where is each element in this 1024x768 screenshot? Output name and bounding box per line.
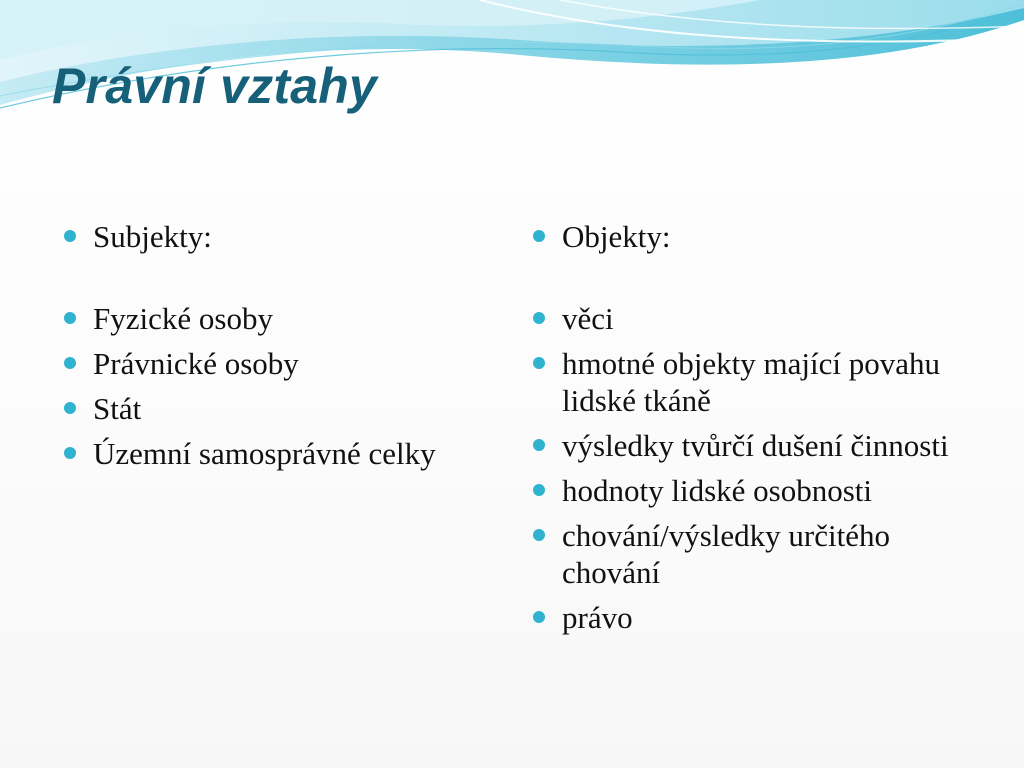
bullet-icon <box>64 230 76 242</box>
objects-heading <box>533 218 983 255</box>
list-item <box>533 345 983 419</box>
bullet-icon <box>533 312 545 324</box>
list-item <box>64 390 504 427</box>
list-item-text: právo <box>562 600 633 635</box>
bullet-icon <box>533 484 545 496</box>
bullet-icon <box>533 439 545 451</box>
bullet-icon <box>533 357 545 369</box>
list-item-text: Stát <box>93 391 142 426</box>
bullet-icon <box>64 312 76 324</box>
subjects-heading <box>64 218 504 255</box>
list-item <box>533 599 983 636</box>
list-item <box>64 345 504 382</box>
bullet-icon <box>64 402 76 414</box>
slide-title: Právní vztahy <box>52 58 377 114</box>
list-item <box>533 427 983 464</box>
list-item <box>64 435 504 472</box>
bullet-icon <box>64 447 76 459</box>
list-item <box>533 300 983 337</box>
subjects-heading-text: Subjekty: <box>93 219 212 254</box>
objects-list <box>533 218 983 644</box>
bullet-icon <box>533 230 545 242</box>
list-item <box>533 517 983 591</box>
list-item-text: výsledky tvůrčí dušení činnosti <box>562 428 949 463</box>
list-item-text: Právnické osoby <box>93 346 299 381</box>
list-item-text: Územní samosprávné celky <box>93 436 436 471</box>
list-item <box>64 300 504 337</box>
bullet-icon <box>533 529 545 541</box>
list-item-text: hmotné objekty mající povahu lidské tkáně <box>562 346 940 418</box>
list-item-text: chování/výsledky určitého chování <box>562 518 890 590</box>
list-item <box>533 472 983 509</box>
list-item-text: hodnoty lidské osobnosti <box>562 473 873 508</box>
subjects-list <box>64 218 504 480</box>
list-item-text: Fyzické osoby <box>93 301 273 336</box>
list-item-text: věci <box>562 301 614 336</box>
bullet-icon <box>64 357 76 369</box>
objects-heading-text: Objekty: <box>562 219 671 254</box>
bullet-icon <box>533 611 545 623</box>
